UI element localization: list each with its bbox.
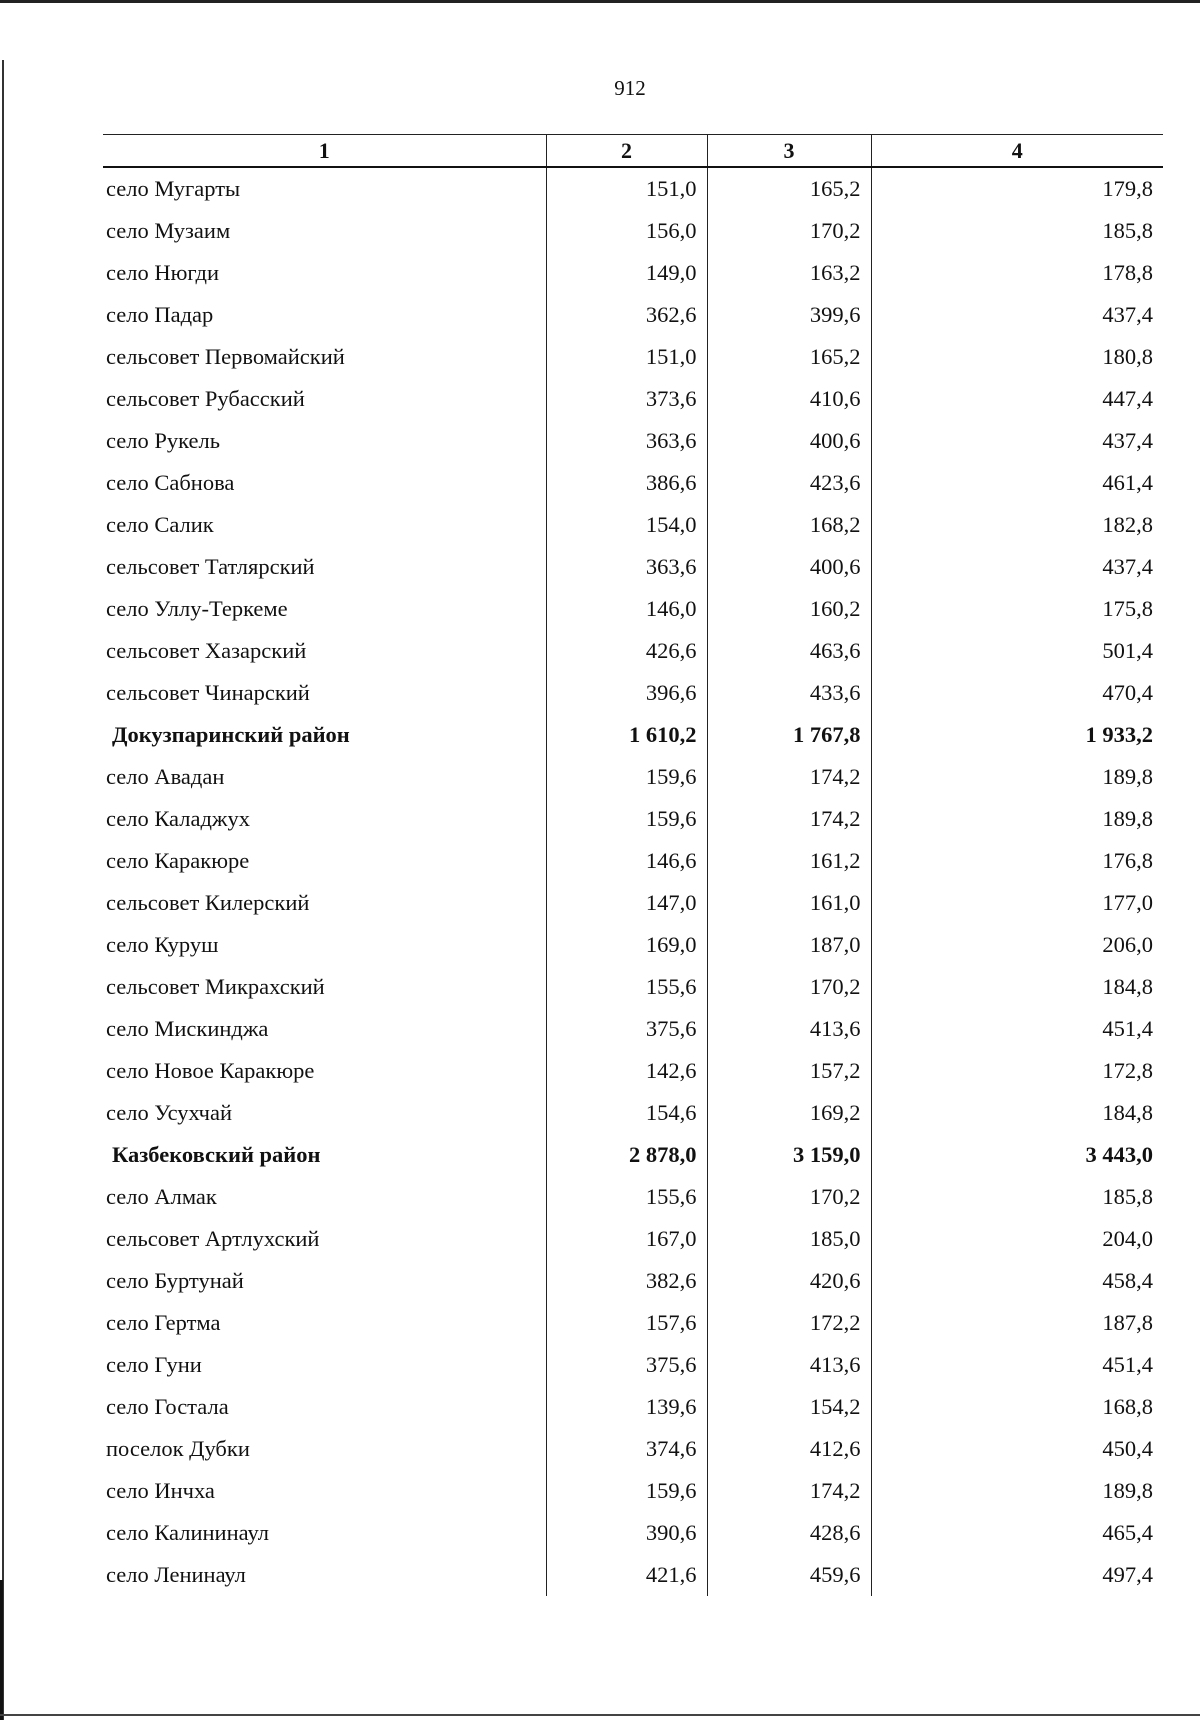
value-cell-col3: 412,6 — [707, 1428, 871, 1470]
table-row — [103, 252, 1163, 294]
value-cell-col4: 501,4 — [871, 630, 1163, 672]
value-cell-col2: 362,6 — [546, 294, 707, 336]
row-name-cell: сельсовет Килерский — [106, 890, 310, 915]
value-cell-col2: 2 878,0 — [546, 1134, 707, 1176]
value-cell-col3: 187,0 — [707, 924, 871, 966]
table-row — [103, 294, 1163, 336]
value-cell-col2: 167,0 — [546, 1218, 707, 1260]
value-cell-col4: 168,8 — [871, 1386, 1163, 1428]
value-cell-col4: 189,8 — [871, 798, 1163, 840]
value-cell-col4: 175,8 — [871, 588, 1163, 630]
value-cell-col4: 497,4 — [871, 1554, 1163, 1596]
table-row — [103, 588, 1163, 630]
value-cell-col3: 400,6 — [707, 420, 871, 462]
table-row — [103, 840, 1163, 882]
value-cell-col2: 156,0 — [546, 210, 707, 252]
table-row — [103, 1218, 1163, 1260]
value-cell-col2: 139,6 — [546, 1386, 707, 1428]
value-cell-col2: 147,0 — [546, 882, 707, 924]
table-row — [103, 1176, 1163, 1218]
row-name-cell: сельсовет Первомайский — [106, 344, 345, 369]
value-cell-col3: 423,6 — [707, 462, 871, 504]
value-cell-col2: 169,0 — [546, 924, 707, 966]
value-cell-col3: 433,6 — [707, 672, 871, 714]
table-row — [103, 1260, 1163, 1302]
row-name-cell: сельсовет Микрахский — [106, 974, 325, 999]
value-cell-col2: 375,6 — [546, 1344, 707, 1386]
row-name-cell: село Сабнова — [106, 470, 235, 495]
value-cell-col4: 178,8 — [871, 252, 1163, 294]
value-cell-col4: 184,8 — [871, 966, 1163, 1008]
value-cell-col3: 161,2 — [707, 840, 871, 882]
value-cell-col2: 159,6 — [546, 798, 707, 840]
value-cell-col3: 428,6 — [707, 1512, 871, 1554]
row-name-cell: село Салик — [106, 512, 214, 537]
row-name-cell: село Куруш — [106, 932, 219, 957]
value-cell-col2: 363,6 — [546, 546, 707, 588]
value-cell-col3: 3 159,0 — [707, 1134, 871, 1176]
value-cell-col2: 151,0 — [546, 336, 707, 378]
row-name-cell: село Калининаул — [106, 1520, 269, 1545]
value-cell-col3: 174,2 — [707, 798, 871, 840]
column-header-1: 1 — [103, 135, 546, 168]
value-cell-col4: 204,0 — [871, 1218, 1163, 1260]
table-row — [103, 1344, 1163, 1386]
table-row — [103, 1512, 1163, 1554]
table-row — [103, 1008, 1163, 1050]
value-cell-col4: 185,8 — [871, 1176, 1163, 1218]
value-cell-col4: 3 443,0 — [871, 1134, 1163, 1176]
table-row — [103, 924, 1163, 966]
value-cell-col2: 155,6 — [546, 1176, 707, 1218]
row-name-cell: село Мискинджа — [106, 1016, 269, 1041]
value-cell-col3: 420,6 — [707, 1260, 871, 1302]
value-cell-col4: 184,8 — [871, 1092, 1163, 1134]
row-name-cell: Докузпаринский район — [112, 722, 350, 747]
row-name-cell: село Мугарты — [106, 176, 241, 201]
row-name-cell: село Падар — [106, 302, 214, 327]
value-cell-col2: 159,6 — [546, 1470, 707, 1512]
value-cell-col2: 386,6 — [546, 462, 707, 504]
value-cell-col4: 447,4 — [871, 378, 1163, 420]
table-row — [103, 462, 1163, 504]
value-cell-col3: 170,2 — [707, 1176, 871, 1218]
value-cell-col2: 1 610,2 — [546, 714, 707, 756]
value-cell-col2: 146,0 — [546, 588, 707, 630]
row-name-cell: село Нюгди — [106, 260, 220, 285]
table-row — [103, 378, 1163, 420]
row-name-cell: село Авадан — [106, 764, 225, 789]
column-header-2: 2 — [546, 135, 707, 168]
value-cell-col4: 450,4 — [871, 1428, 1163, 1470]
table-row — [103, 1050, 1163, 1092]
value-cell-col4: 1 933,2 — [871, 714, 1163, 756]
row-name-cell: село Каракюре — [106, 848, 250, 873]
table-row — [103, 1470, 1163, 1512]
value-cell-col2: 375,6 — [546, 1008, 707, 1050]
value-cell-col3: 1 767,8 — [707, 714, 871, 756]
table-header-row — [103, 135, 1163, 168]
row-name-cell: село Гуни — [106, 1352, 202, 1377]
scan-edge-left — [2, 60, 4, 1720]
row-name-cell: село Алмак — [106, 1184, 217, 1209]
table-row — [103, 756, 1163, 798]
scan-edge-top — [0, 0, 1200, 3]
district-total-row — [103, 714, 1163, 756]
row-name-cell: село Ленинаул — [106, 1562, 246, 1587]
value-cell-col4: 470,4 — [871, 672, 1163, 714]
row-name-cell: село Усухчай — [106, 1100, 232, 1125]
table-row — [103, 630, 1163, 672]
value-cell-col4: 451,4 — [871, 1344, 1163, 1386]
table-row — [103, 167, 1163, 210]
value-cell-col4: 206,0 — [871, 924, 1163, 966]
table-row — [103, 210, 1163, 252]
value-cell-col3: 161,0 — [707, 882, 871, 924]
table-row — [103, 1554, 1163, 1596]
value-cell-col4: 180,8 — [871, 336, 1163, 378]
value-cell-col2: 374,6 — [546, 1428, 707, 1470]
table-row — [103, 1092, 1163, 1134]
row-name-cell: сельсовет Чинарский — [106, 680, 310, 705]
value-cell-col2: 155,6 — [546, 966, 707, 1008]
row-name-cell: Казбековский район — [112, 1142, 321, 1167]
value-cell-col2: 159,6 — [546, 756, 707, 798]
value-cell-col3: 165,2 — [707, 167, 871, 210]
value-cell-col3: 413,6 — [707, 1344, 871, 1386]
value-cell-col4: 451,4 — [871, 1008, 1163, 1050]
value-cell-col4: 437,4 — [871, 420, 1163, 462]
value-cell-col4: 177,0 — [871, 882, 1163, 924]
scan-edge-bottom — [0, 1714, 1200, 1716]
value-cell-col3: 168,2 — [707, 504, 871, 546]
value-cell-col3: 170,2 — [707, 966, 871, 1008]
value-cell-col3: 459,6 — [707, 1554, 871, 1596]
value-cell-col3: 157,2 — [707, 1050, 871, 1092]
row-name-cell: село Гертма — [106, 1310, 221, 1335]
table-row — [103, 798, 1163, 840]
value-cell-col4: 182,8 — [871, 504, 1163, 546]
row-name-cell: село Музаим — [106, 218, 231, 243]
value-cell-col4: 189,8 — [871, 1470, 1163, 1512]
column-header-3: 3 — [707, 135, 871, 168]
value-cell-col2: 421,6 — [546, 1554, 707, 1596]
value-cell-col4: 458,4 — [871, 1260, 1163, 1302]
value-cell-col2: 390,6 — [546, 1512, 707, 1554]
table-row — [103, 504, 1163, 546]
value-cell-col3: 185,0 — [707, 1218, 871, 1260]
row-name-cell: село Новое Каракюре — [106, 1058, 315, 1083]
value-cell-col4: 437,4 — [871, 294, 1163, 336]
value-cell-col2: 363,6 — [546, 420, 707, 462]
table-row — [103, 882, 1163, 924]
column-header-4: 4 — [871, 135, 1163, 168]
row-name-cell: село Гостала — [106, 1394, 229, 1419]
value-cell-col3: 174,2 — [707, 756, 871, 798]
value-cell-col3: 174,2 — [707, 1470, 871, 1512]
value-cell-col2: 396,6 — [546, 672, 707, 714]
value-cell-col2: 142,6 — [546, 1050, 707, 1092]
value-cell-col3: 172,2 — [707, 1302, 871, 1344]
value-cell-col2: 154,6 — [546, 1092, 707, 1134]
value-cell-col3: 169,2 — [707, 1092, 871, 1134]
row-name-cell: сельсовет Татлярский — [106, 554, 315, 579]
value-cell-col2: 151,0 — [546, 167, 707, 210]
row-name-cell: село Рукель — [106, 428, 220, 453]
table-row — [103, 546, 1163, 588]
value-cell-col3: 163,2 — [707, 252, 871, 294]
row-name-cell: сельсовет Рубасский — [106, 386, 305, 411]
value-cell-col2: 149,0 — [546, 252, 707, 294]
value-cell-col2: 373,6 — [546, 378, 707, 420]
table-row — [103, 1386, 1163, 1428]
value-cell-col4: 437,4 — [871, 546, 1163, 588]
value-cell-col3: 410,6 — [707, 378, 871, 420]
row-name-cell: сельсовет Артлухский — [106, 1226, 320, 1251]
value-cell-col2: 426,6 — [546, 630, 707, 672]
value-cell-col3: 170,2 — [707, 210, 871, 252]
table-row — [103, 1302, 1163, 1344]
value-cell-col3: 165,2 — [707, 336, 871, 378]
row-name-cell: село Инчха — [106, 1478, 215, 1503]
table-row — [103, 1428, 1163, 1470]
value-cell-col4: 185,8 — [871, 210, 1163, 252]
page-number: 912 — [614, 76, 646, 100]
district-total-row — [103, 1134, 1163, 1176]
value-cell-col4: 465,4 — [871, 1512, 1163, 1554]
value-cell-col2: 382,6 — [546, 1260, 707, 1302]
value-cell-col4: 176,8 — [871, 840, 1163, 882]
row-name-cell: сельсовет Хазарский — [106, 638, 307, 663]
value-cell-col4: 461,4 — [871, 462, 1163, 504]
value-cell-col4: 179,8 — [871, 167, 1163, 210]
value-cell-col3: 400,6 — [707, 546, 871, 588]
table-row — [103, 966, 1163, 1008]
table-body — [103, 167, 1163, 1596]
table-row — [103, 420, 1163, 462]
row-name-cell: поселок Дубки — [106, 1436, 250, 1461]
scan-edge-left-dark — [0, 1580, 3, 1720]
value-cell-col3: 154,2 — [707, 1386, 871, 1428]
value-cell-col4: 189,8 — [871, 756, 1163, 798]
table-row — [103, 672, 1163, 714]
value-cell-col2: 154,0 — [546, 504, 707, 546]
value-cell-col3: 463,6 — [707, 630, 871, 672]
value-cell-col2: 146,6 — [546, 840, 707, 882]
row-name-cell: село Каладжух — [106, 806, 250, 831]
value-cell-col4: 172,8 — [871, 1050, 1163, 1092]
value-cell-col3: 413,6 — [707, 1008, 871, 1050]
data-table — [103, 134, 1163, 1596]
value-cell-col3: 399,6 — [707, 294, 871, 336]
row-name-cell: село Уллу-Теркеме — [106, 596, 288, 621]
value-cell-col2: 157,6 — [546, 1302, 707, 1344]
value-cell-col3: 160,2 — [707, 588, 871, 630]
table-row — [103, 336, 1163, 378]
row-name-cell: село Буртунай — [106, 1268, 244, 1293]
value-cell-col4: 187,8 — [871, 1302, 1163, 1344]
